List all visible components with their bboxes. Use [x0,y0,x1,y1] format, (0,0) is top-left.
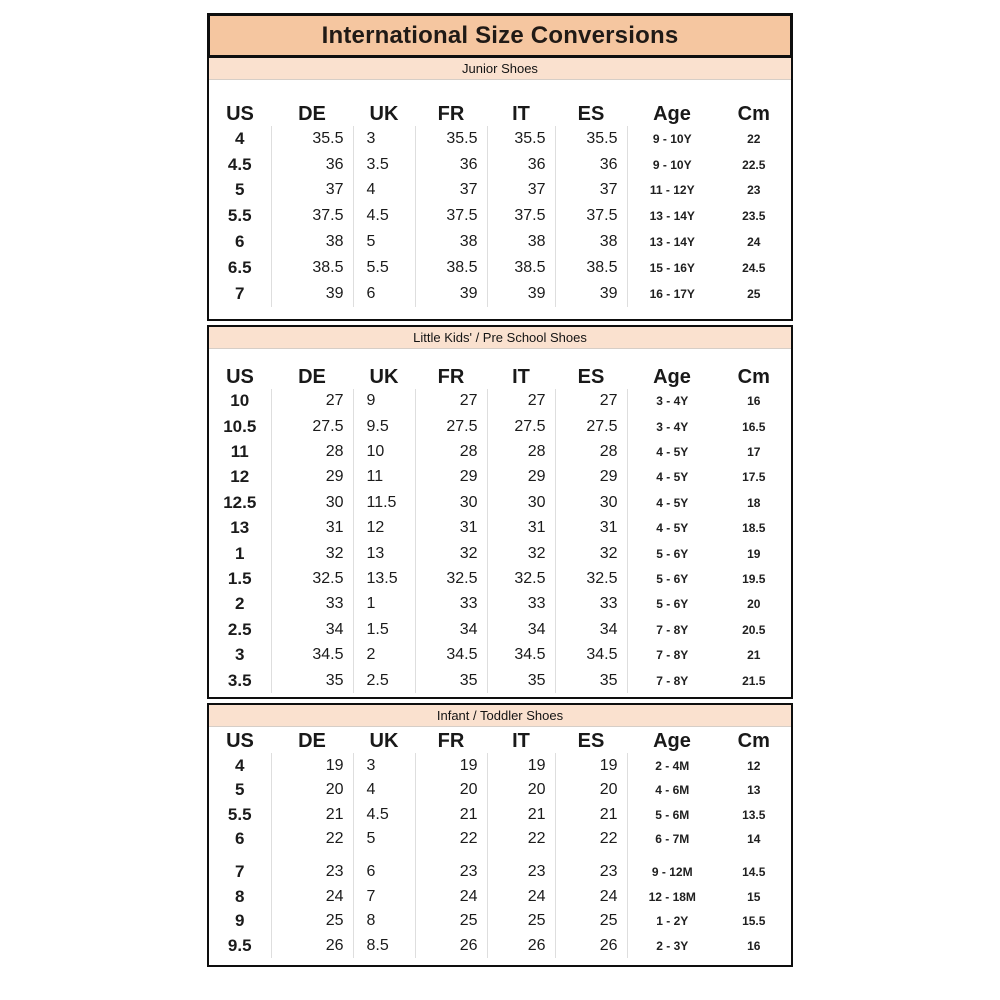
cell-cm: 19 [747,546,761,561]
cell-age: 4 - 5Y [656,470,689,485]
cell-cm: 13.5 [742,807,766,822]
cell-it: 34 [487,617,555,642]
section-header-strip [209,705,791,727]
cell-fr: 22 [415,827,487,852]
cell-it: 27 [487,389,555,414]
cell-us: 7 [209,860,271,885]
cell-us: 12 [209,465,271,490]
row-spacer [209,852,791,860]
cell-us: 2 [209,592,271,617]
cell-age: 15 - 16Y [649,260,695,275]
section-label: Junior Shoes [462,61,538,76]
cell-es: 26 [555,933,627,958]
cell-us: 1.5 [209,566,271,591]
cell-cm: 19.5 [742,572,766,586]
cell-cm: 21.5 [742,673,766,688]
cell-age: 7 - 8Y [656,622,689,637]
cell-it: 20 [487,778,555,803]
cell-es: 34.5 [555,642,627,667]
cell-uk: 2.5 [353,668,415,693]
cell-age: 3 - 4Y [656,419,689,434]
table-row [209,465,791,490]
cell-cm: 25 [747,286,761,301]
cell-cm: 12 [747,758,761,773]
column-header-row [209,80,791,126]
cell-es: 27 [555,389,627,414]
cell-cm: 17 [747,445,761,460]
cell-cm: 23 [747,183,761,198]
cell-es: 32.5 [555,566,627,591]
cell-es: 35 [555,668,627,693]
cell-us: 10 [209,389,271,414]
cell-it: 25 [487,909,555,934]
column-header-row [209,727,791,753]
cell-age: 11 - 12Y [649,183,695,198]
cell-it: 28 [487,439,555,464]
cell-fr: 33 [415,592,487,617]
cell-es: 27.5 [555,414,627,439]
table-row [209,566,791,591]
column-header-fr: FR [437,103,465,125]
cell-age: 4 - 5Y [656,445,689,460]
cell-de: 38 [271,229,353,255]
cell-es: 32 [555,541,627,566]
cell-uk: 9 [353,389,415,414]
cell-fr: 30 [415,490,487,515]
chart-title-bar [207,13,793,58]
cell-es: 38 [555,229,627,255]
cell-fr: 21 [415,802,487,827]
cell-fr: 20 [415,778,487,803]
column-header-age: Age [653,365,691,388]
table-row [209,933,791,958]
table-row [209,642,791,667]
table-row [209,281,791,307]
cell-es: 38.5 [555,255,627,281]
column-header-uk: UK [369,103,399,125]
cell-it: 19 [487,753,555,778]
cell-fr: 32.5 [415,566,487,591]
cell-us: 13 [209,516,271,541]
column-header-es: ES [577,730,605,753]
size-section [207,58,793,321]
cell-fr: 36 [415,152,487,178]
cell-uk: 6 [353,281,415,307]
cell-uk: 10 [353,439,415,464]
cell-cm: 22.5 [742,157,766,172]
cell-us: 4.5 [209,152,271,178]
cell-es: 30 [555,490,627,515]
cell-it: 36 [487,152,555,178]
cell-es: 33 [555,592,627,617]
cell-cm: 24.5 [742,260,766,275]
table-row [209,255,791,281]
table-row [209,802,791,827]
column-header-it: IT [512,103,530,125]
cell-age: 6 - 7M [655,832,690,847]
cell-uk: 3.5 [353,152,415,178]
cell-fr: 38 [415,229,487,255]
cell-uk: 5 [353,229,415,255]
table-row [209,229,791,255]
column-header-age: Age [653,730,691,753]
cell-es: 21 [555,802,627,827]
column-header-de: DE [298,365,326,388]
cell-age: 5 - 6M [655,807,690,822]
cell-de: 37.5 [271,203,353,229]
cell-us: 6 [209,229,271,255]
column-header-us: US [226,103,254,125]
column-header-es: ES [577,103,605,125]
cell-fr: 32 [415,541,487,566]
column-header-it: IT [512,730,530,753]
cell-us: 4 [209,126,271,152]
cell-es: 20 [555,778,627,803]
cell-age: 9 - 12M [651,864,693,879]
column-header-es: ES [577,365,605,388]
cell-it: 27.5 [487,414,555,439]
cell-us: 5.5 [209,802,271,827]
cell-age: 5 - 6Y [656,546,689,561]
cell-us: 12.5 [209,490,271,515]
cell-it: 29 [487,465,555,490]
cell-cm: 20.5 [742,622,766,637]
cell-es: 34 [555,617,627,642]
table-row [209,884,791,909]
cell-de: 35.5 [271,126,353,152]
cell-uk: 4.5 [353,203,415,229]
cell-de: 27.5 [271,414,353,439]
cell-fr: 24 [415,884,487,909]
cell-uk: 4 [353,178,415,204]
cell-age: 2 - 3Y [656,938,689,953]
cell-de: 28 [271,439,353,464]
cell-es: 22 [555,827,627,852]
column-header-de: DE [298,730,326,753]
cell-cm: 24 [747,235,761,250]
cell-us: 10.5 [209,414,271,439]
cell-fr: 31 [415,516,487,541]
cell-us: 5 [209,778,271,803]
cell-uk: 1 [353,592,415,617]
cell-age: 1 - 2Y [656,914,689,929]
cell-us: 9.5 [209,933,271,958]
cell-us: 1 [209,541,271,566]
cell-age: 4 - 5Y [656,521,689,536]
cell-cm: 22 [747,131,761,146]
section-header-strip [209,327,791,349]
cell-us: 4 [209,753,271,778]
cell-uk: 3 [353,126,415,152]
cell-es: 35.5 [555,126,627,152]
table-row [209,617,791,642]
cell-it: 38.5 [487,255,555,281]
cell-fr: 28 [415,439,487,464]
column-header-row [209,349,791,389]
cell-uk: 5.5 [353,255,415,281]
cell-cm: 14.5 [742,864,766,879]
chart-title: International Size Conversions [321,21,679,49]
size-table [209,349,791,694]
table-row [209,827,791,852]
cell-age: 12 - 18M [648,889,696,904]
cell-uk: 3 [353,753,415,778]
cell-uk: 2 [353,642,415,667]
cell-us: 3 [209,642,271,667]
table-row [209,203,791,229]
cell-us: 7 [209,281,271,307]
table-row [209,860,791,885]
cell-us: 11 [209,439,271,464]
cell-fr: 23 [415,860,487,885]
column-header-age: Age [653,103,691,125]
cell-us: 8 [209,884,271,909]
cell-it: 39 [487,281,555,307]
column-header-fr: FR [437,365,465,388]
cell-fr: 34.5 [415,642,487,667]
cell-age: 7 - 8Y [656,648,689,663]
cell-uk: 4 [353,778,415,803]
cell-uk: 5 [353,827,415,852]
column-header-us: US [226,730,254,753]
cell-uk: 7 [353,884,415,909]
cell-de: 39 [271,281,353,307]
cell-es: 24 [555,884,627,909]
cell-uk: 13.5 [353,566,415,591]
cell-es: 28 [555,439,627,464]
cell-fr: 39 [415,281,487,307]
cell-cm: 16.5 [742,419,766,434]
table-row [209,753,791,778]
cell-de: 20 [271,778,353,803]
column-header-uk: UK [369,730,399,753]
table-row [209,389,791,414]
table-row [209,414,791,439]
cell-fr: 27 [415,389,487,414]
cell-cm: 14 [747,832,761,847]
cell-es: 25 [555,909,627,934]
cell-fr: 19 [415,753,487,778]
cell-it: 38 [487,229,555,255]
cell-de: 34.5 [271,642,353,667]
cell-us: 5 [209,178,271,204]
table-row [209,778,791,803]
cell-fr: 35 [415,668,487,693]
table-row [209,126,791,152]
cell-uk: 8 [353,909,415,934]
cell-es: 39 [555,281,627,307]
cell-uk: 9.5 [353,414,415,439]
table-row [209,178,791,204]
cell-fr: 26 [415,933,487,958]
cell-de: 36 [271,152,353,178]
cell-cm: 18.5 [742,521,766,536]
section-label: Little Kids' / Pre School Shoes [413,329,587,345]
cell-fr: 34 [415,617,487,642]
cell-de: 23 [271,860,353,885]
cell-age: 9 - 10Y [652,157,692,172]
cell-cm: 21 [747,648,761,663]
cell-es: 31 [555,516,627,541]
section-header-strip [209,58,791,80]
cell-uk: 11.5 [353,490,415,515]
column-header-us: US [226,365,254,388]
table-row [209,516,791,541]
cell-age: 3 - 4Y [656,394,689,409]
cell-us: 9 [209,909,271,934]
table-row [209,909,791,934]
cell-de: 22 [271,827,353,852]
column-header-fr: FR [437,730,465,753]
cell-cm: 13 [747,783,761,798]
cell-age: 13 - 14Y [649,209,695,224]
cell-de: 24 [271,884,353,909]
cell-es: 37.5 [555,203,627,229]
cell-fr: 37 [415,178,487,204]
cell-cm: 15 [747,889,761,904]
cell-es: 29 [555,465,627,490]
cell-it: 30 [487,490,555,515]
cell-us: 6 [209,827,271,852]
cell-us: 5.5 [209,203,271,229]
cell-de: 35 [271,668,353,693]
cell-fr: 29 [415,465,487,490]
cell-age: 5 - 6Y [656,572,689,586]
cell-de: 30 [271,490,353,515]
cell-de: 32 [271,541,353,566]
cell-de: 27 [271,389,353,414]
cell-it: 26 [487,933,555,958]
cell-cm: 15.5 [742,914,766,929]
cell-it: 35.5 [487,126,555,152]
cell-it: 34.5 [487,642,555,667]
cell-us: 3.5 [209,668,271,693]
cell-de: 25 [271,909,353,934]
cell-es: 23 [555,860,627,885]
table-row [209,152,791,178]
cell-fr: 37.5 [415,203,487,229]
cell-uk: 6 [353,860,415,885]
cell-age: 4 - 5Y [656,495,689,510]
size-section [207,703,793,967]
cell-cm: 17.5 [742,470,766,485]
cell-age: 2 - 4M [655,758,690,773]
cell-it: 31 [487,516,555,541]
cell-de: 21 [271,802,353,827]
cell-fr: 38.5 [415,255,487,281]
cell-cm: 20 [747,597,761,612]
cell-age: 5 - 6Y [656,597,689,612]
cell-de: 31 [271,516,353,541]
cell-cm: 16 [747,394,761,409]
table-row [209,668,791,693]
cell-it: 32 [487,541,555,566]
cell-de: 32.5 [271,566,353,591]
cell-uk: 13 [353,541,415,566]
cell-it: 22 [487,827,555,852]
cell-cm: 16 [747,938,761,953]
cell-de: 37 [271,178,353,204]
size-conversion-chart [207,13,793,967]
column-header-uk: UK [369,365,399,388]
table-row [209,541,791,566]
cell-age: 16 - 17Y [649,286,695,301]
cell-age: 9 - 10Y [652,131,692,146]
table-row [209,592,791,617]
cell-us: 2.5 [209,617,271,642]
cell-uk: 11 [353,465,415,490]
cell-es: 19 [555,753,627,778]
cell-es: 37 [555,178,627,204]
column-header-it: IT [512,365,530,388]
size-table [209,727,791,958]
cell-it: 33 [487,592,555,617]
cell-fr: 25 [415,909,487,934]
table-row [209,439,791,464]
cell-age: 4 - 6M [655,783,690,798]
column-header-cm: Cm [737,103,770,125]
cell-de: 29 [271,465,353,490]
cell-de: 33 [271,592,353,617]
size-section [207,325,793,700]
cell-us: 6.5 [209,255,271,281]
cell-it: 35 [487,668,555,693]
cell-age: 13 - 14Y [649,235,695,250]
cell-uk: 4.5 [353,802,415,827]
cell-es: 36 [555,152,627,178]
cell-it: 37 [487,178,555,204]
column-header-de: DE [298,103,326,125]
size-table [209,80,791,307]
cell-de: 26 [271,933,353,958]
cell-it: 32.5 [487,566,555,591]
cell-de: 34 [271,617,353,642]
cell-it: 21 [487,802,555,827]
cell-fr: 35.5 [415,126,487,152]
column-header-cm: Cm [737,730,770,753]
cell-uk: 1.5 [353,617,415,642]
cell-it: 24 [487,884,555,909]
cell-cm: 23.5 [742,209,766,224]
cell-de: 38.5 [271,255,353,281]
cell-de: 19 [271,753,353,778]
cell-fr: 27.5 [415,414,487,439]
cell-it: 37.5 [487,203,555,229]
cell-uk: 12 [353,516,415,541]
cell-uk: 8.5 [353,933,415,958]
cell-age: 7 - 8Y [656,673,689,688]
cell-cm: 18 [747,495,761,510]
column-header-cm: Cm [737,365,770,388]
table-row [209,490,791,515]
cell-it: 23 [487,860,555,885]
sections-container [207,58,793,967]
section-label: Infant / Toddler Shoes [436,708,564,724]
